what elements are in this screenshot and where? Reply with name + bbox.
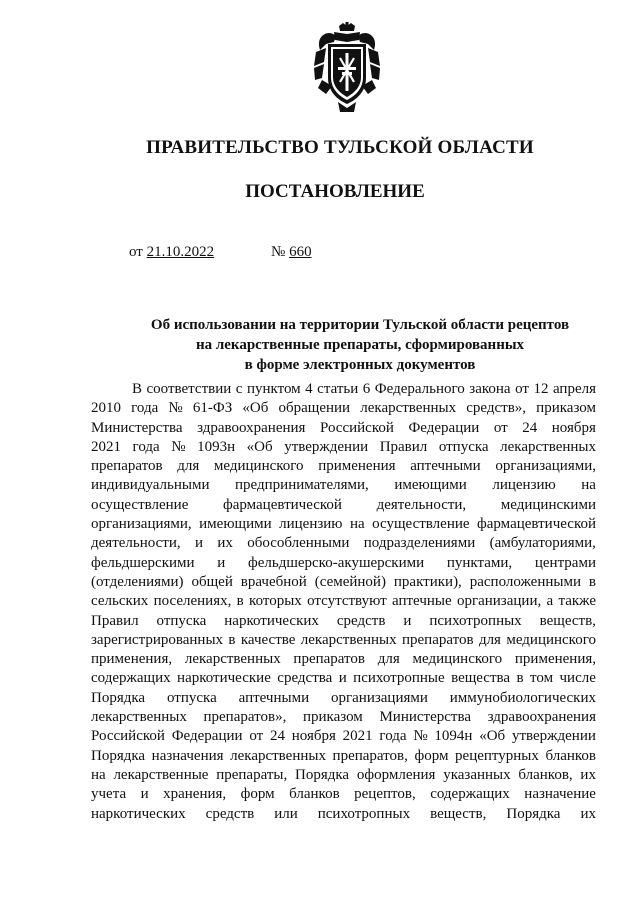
body-line	[91, 805, 596, 824]
body-word: применения,	[91, 651, 173, 668]
body-word: в	[228, 631, 236, 648]
body-word: сельских	[91, 593, 149, 610]
body-word: Порядка	[91, 747, 146, 764]
body-word: Федерации	[171, 728, 243, 745]
number-prefix: №	[271, 244, 286, 260]
body-word: препаратов	[293, 651, 366, 668]
body-word: на	[91, 766, 106, 783]
body-word: форм	[414, 747, 449, 764]
body-word: средств»,	[466, 400, 527, 417]
body-line	[91, 476, 596, 495]
body-word: психотропных	[317, 805, 411, 822]
body-word: осуществление	[372, 516, 470, 533]
body-line	[91, 689, 596, 708]
body-word: деятельности,	[376, 496, 467, 513]
body-word: (амбулаториями,	[489, 535, 596, 552]
body-line	[91, 496, 596, 515]
body-word: хранения,	[163, 786, 227, 803]
body-word: деятельности,	[91, 535, 181, 552]
body-word: пунктами,	[446, 554, 513, 571]
body-word: препараты,	[216, 766, 288, 783]
body-word: вещества	[451, 670, 511, 687]
body-word: утверждении	[511, 728, 596, 745]
body-word: бланков	[545, 747, 596, 764]
body-word: лекарственные	[113, 766, 209, 783]
body-word: содержащих	[91, 670, 171, 687]
body-word: 1094н	[434, 728, 473, 745]
body-word: лекарственных	[184, 651, 281, 668]
body-word: фельдшерскими	[91, 554, 195, 571]
body-word: медицинского	[412, 651, 503, 668]
body-word: Порядка	[91, 689, 146, 706]
document-type: ПОСТАНОВЛЕНИЕ	[245, 181, 425, 202]
body-word: наркотические	[177, 670, 271, 687]
body-word: препаратов	[401, 631, 474, 648]
body-word: бланков,	[518, 766, 573, 783]
body-line	[91, 515, 596, 534]
body-word: и	[338, 670, 347, 687]
body-word: здравоохранения	[487, 709, 596, 726]
body-word: и	[217, 554, 226, 571]
body-line	[91, 612, 596, 631]
body-word: зарегистрированных	[91, 631, 224, 648]
body-word: осуществление	[91, 496, 189, 513]
body-word: фармацевтической	[222, 496, 342, 513]
body-word: также	[558, 593, 596, 610]
body-word: Федерации	[408, 419, 480, 436]
body-line	[91, 438, 596, 457]
body-word: «Об	[246, 438, 273, 455]
body-word: организациями	[330, 689, 428, 706]
body-word: наркотических	[91, 805, 186, 822]
body-word: 2010	[91, 400, 121, 417]
body-word: Правил	[91, 612, 139, 629]
body-word: лекарственных	[300, 631, 397, 648]
body-word: психотропных	[429, 612, 522, 629]
body-word: лекарственных	[91, 709, 187, 726]
body-word: (семейной)	[314, 573, 386, 590]
body-word: их	[580, 805, 596, 822]
body-word: пунктом	[246, 381, 301, 397]
body-word: которых	[249, 593, 302, 610]
body-word: Федерального	[374, 381, 465, 397]
document-date	[129, 244, 214, 261]
body-word: «Об	[242, 400, 269, 417]
body-word: (отделениями)	[91, 573, 184, 590]
body-word: №	[171, 438, 186, 455]
heading-line: в форме электронных документов	[244, 357, 476, 373]
body-word: веществ,	[539, 612, 596, 629]
body-word: организациями,	[91, 516, 192, 533]
body-line	[91, 419, 596, 438]
body-word: и	[140, 786, 149, 803]
body-word: в	[516, 670, 524, 687]
body-word: и	[403, 612, 412, 629]
date-prefix: от	[129, 244, 143, 260]
body-word: поселениях,	[153, 593, 232, 610]
body-word: №	[413, 728, 428, 745]
body-word: рецептурных	[455, 747, 539, 764]
body-word: в	[588, 573, 596, 590]
body-word: препаратов	[91, 458, 163, 475]
body-line	[91, 669, 596, 688]
body-word: аптечными	[238, 689, 310, 706]
body-word: приказом	[536, 400, 596, 417]
body-word: общей	[191, 573, 233, 590]
body-word: Министерства	[379, 709, 471, 726]
body-word: лекарственных	[500, 438, 596, 455]
body-word: в	[236, 593, 244, 610]
document-number	[271, 244, 312, 261]
body-word: для	[377, 651, 400, 668]
body-word: Порядка	[506, 805, 561, 822]
body-line	[91, 592, 596, 611]
body-word: обособленными	[247, 535, 350, 552]
body-line	[91, 399, 596, 418]
number-value: 660	[289, 244, 312, 260]
body-word: статьи	[317, 381, 359, 397]
body-word: центрами	[534, 554, 596, 571]
body-word: и	[194, 535, 203, 552]
body-word: бланков	[289, 786, 340, 803]
body-word: 6	[362, 381, 371, 397]
body-word: медицинскими	[500, 496, 596, 513]
body-word: оформления	[356, 766, 436, 783]
body-word: обращении	[278, 400, 351, 417]
body-word: на	[581, 477, 596, 494]
body-word: врачебной	[240, 573, 307, 590]
body-word: 24	[269, 728, 285, 745]
body-word: практики),	[393, 573, 462, 590]
body-word: предпринимателями,	[235, 477, 369, 494]
body-word: применения,	[514, 651, 596, 668]
body-word: числе	[559, 670, 596, 687]
body-line	[91, 457, 596, 476]
body-word: приказом	[302, 709, 363, 726]
body-line	[91, 554, 596, 573]
body-word: а	[546, 593, 554, 610]
body-word: фармацевтической	[477, 516, 596, 533]
body-word: индивидуальными	[91, 477, 210, 494]
body-word: средств	[205, 805, 255, 822]
body-word: Российской	[319, 419, 394, 436]
body-word: средства	[277, 670, 333, 687]
body-line	[91, 708, 596, 727]
tula-region-coat-of-arms-icon	[312, 22, 382, 114]
document-heading	[60, 315, 640, 375]
body-word: медицинского	[506, 631, 596, 648]
body-word: форм	[240, 786, 275, 803]
body-word: назначения	[151, 747, 224, 764]
body-word: от	[515, 381, 529, 397]
body-word: фельдшерско-акушерскими	[247, 554, 425, 571]
body-word: утверждении	[284, 438, 369, 455]
heading-line: на лекарственные препараты, сформированных	[195, 337, 525, 353]
body-word: 61-ФЗ	[192, 400, 233, 417]
body-word: 2021	[342, 728, 373, 745]
body-word: аптечными	[410, 458, 481, 475]
body-word: том	[530, 670, 554, 687]
body-word: назначение	[524, 786, 596, 803]
body-line	[91, 785, 596, 804]
body-word: веществ,	[430, 805, 487, 822]
body-word: 24	[522, 419, 538, 436]
body-word: отпуска	[156, 612, 207, 629]
body-word: «Об	[479, 728, 506, 745]
body-line	[91, 650, 596, 669]
body-word: отпуска	[166, 689, 217, 706]
body-word: лекарственных	[360, 400, 457, 417]
body-word: наркотических	[224, 612, 319, 629]
body-word: лекарственных	[230, 747, 326, 764]
body-word: препаратов»,	[203, 709, 287, 726]
body-word: ноября	[291, 728, 336, 745]
body-word: апреля	[552, 381, 596, 397]
body-word: или	[274, 805, 298, 822]
body-word: подразделениями	[363, 535, 476, 552]
body-word: здравоохранения	[197, 419, 306, 436]
organization-title: ПРАВИТЕЛЬСТВО ТУЛЬСКОЙ ОБЛАСТИ	[146, 137, 534, 158]
body-word: Порядка	[295, 766, 350, 783]
date-value: 21.10.2022	[146, 244, 215, 260]
body-word: Министерства	[91, 419, 183, 436]
body-word: организациями,	[495, 458, 596, 475]
body-word: аптечные	[392, 593, 452, 610]
body-line	[91, 380, 596, 399]
body-word: применения	[318, 458, 396, 475]
body-word: года	[379, 728, 407, 745]
body-word: Российской	[91, 728, 165, 745]
body-word: от	[249, 728, 264, 745]
body-word: соответствии	[146, 381, 232, 397]
body-word: закона	[469, 381, 511, 397]
body-word: психотропные	[353, 670, 445, 687]
body-word: содержащих	[430, 786, 510, 803]
body-word: на	[350, 516, 365, 533]
body-word: года	[131, 400, 159, 417]
body-word: года	[132, 438, 160, 455]
body-word: 2021	[91, 438, 121, 455]
body-word: 4	[305, 381, 313, 397]
body-word: указанных	[443, 766, 511, 783]
body-word: Правил	[379, 438, 428, 455]
body-word: медицинского	[213, 458, 304, 475]
body-word: В	[132, 381, 143, 397]
body-line	[91, 631, 596, 650]
body-line	[91, 766, 596, 785]
body-word: расположенными	[469, 573, 581, 590]
body-word: их	[217, 535, 233, 552]
body-word: иммунобиологических	[449, 689, 596, 706]
body-word: для	[177, 458, 200, 475]
body-word: средств	[336, 612, 386, 629]
document-body	[91, 380, 596, 824]
body-word: их	[580, 766, 596, 783]
body-word: 12	[533, 381, 549, 397]
body-word: учета	[91, 786, 127, 803]
body-word: препаратов,	[332, 747, 408, 764]
body-line	[91, 534, 596, 553]
body-word: отсутствуют	[307, 593, 387, 610]
body-word: с	[235, 381, 243, 397]
heading-line: Об использовании на территории Тульской области рецептов	[150, 317, 570, 333]
body-word: лицензию	[279, 516, 343, 533]
body-word: от	[493, 419, 508, 436]
body-word: организации,	[456, 593, 542, 610]
body-word: качестве	[240, 631, 296, 648]
body-word: рецептов,	[354, 786, 416, 803]
body-line	[91, 747, 596, 766]
body-word: лицензию	[492, 477, 556, 494]
body-word: для	[478, 631, 501, 648]
body-word: №	[168, 400, 183, 417]
body-word: имеющими	[394, 477, 467, 494]
body-line	[91, 573, 596, 592]
body-word: отпуска	[438, 438, 489, 455]
body-word: 1093н	[197, 438, 236, 455]
body-word: имеющими	[199, 516, 272, 533]
body-word: ноября	[551, 419, 596, 436]
body-line	[91, 727, 596, 746]
